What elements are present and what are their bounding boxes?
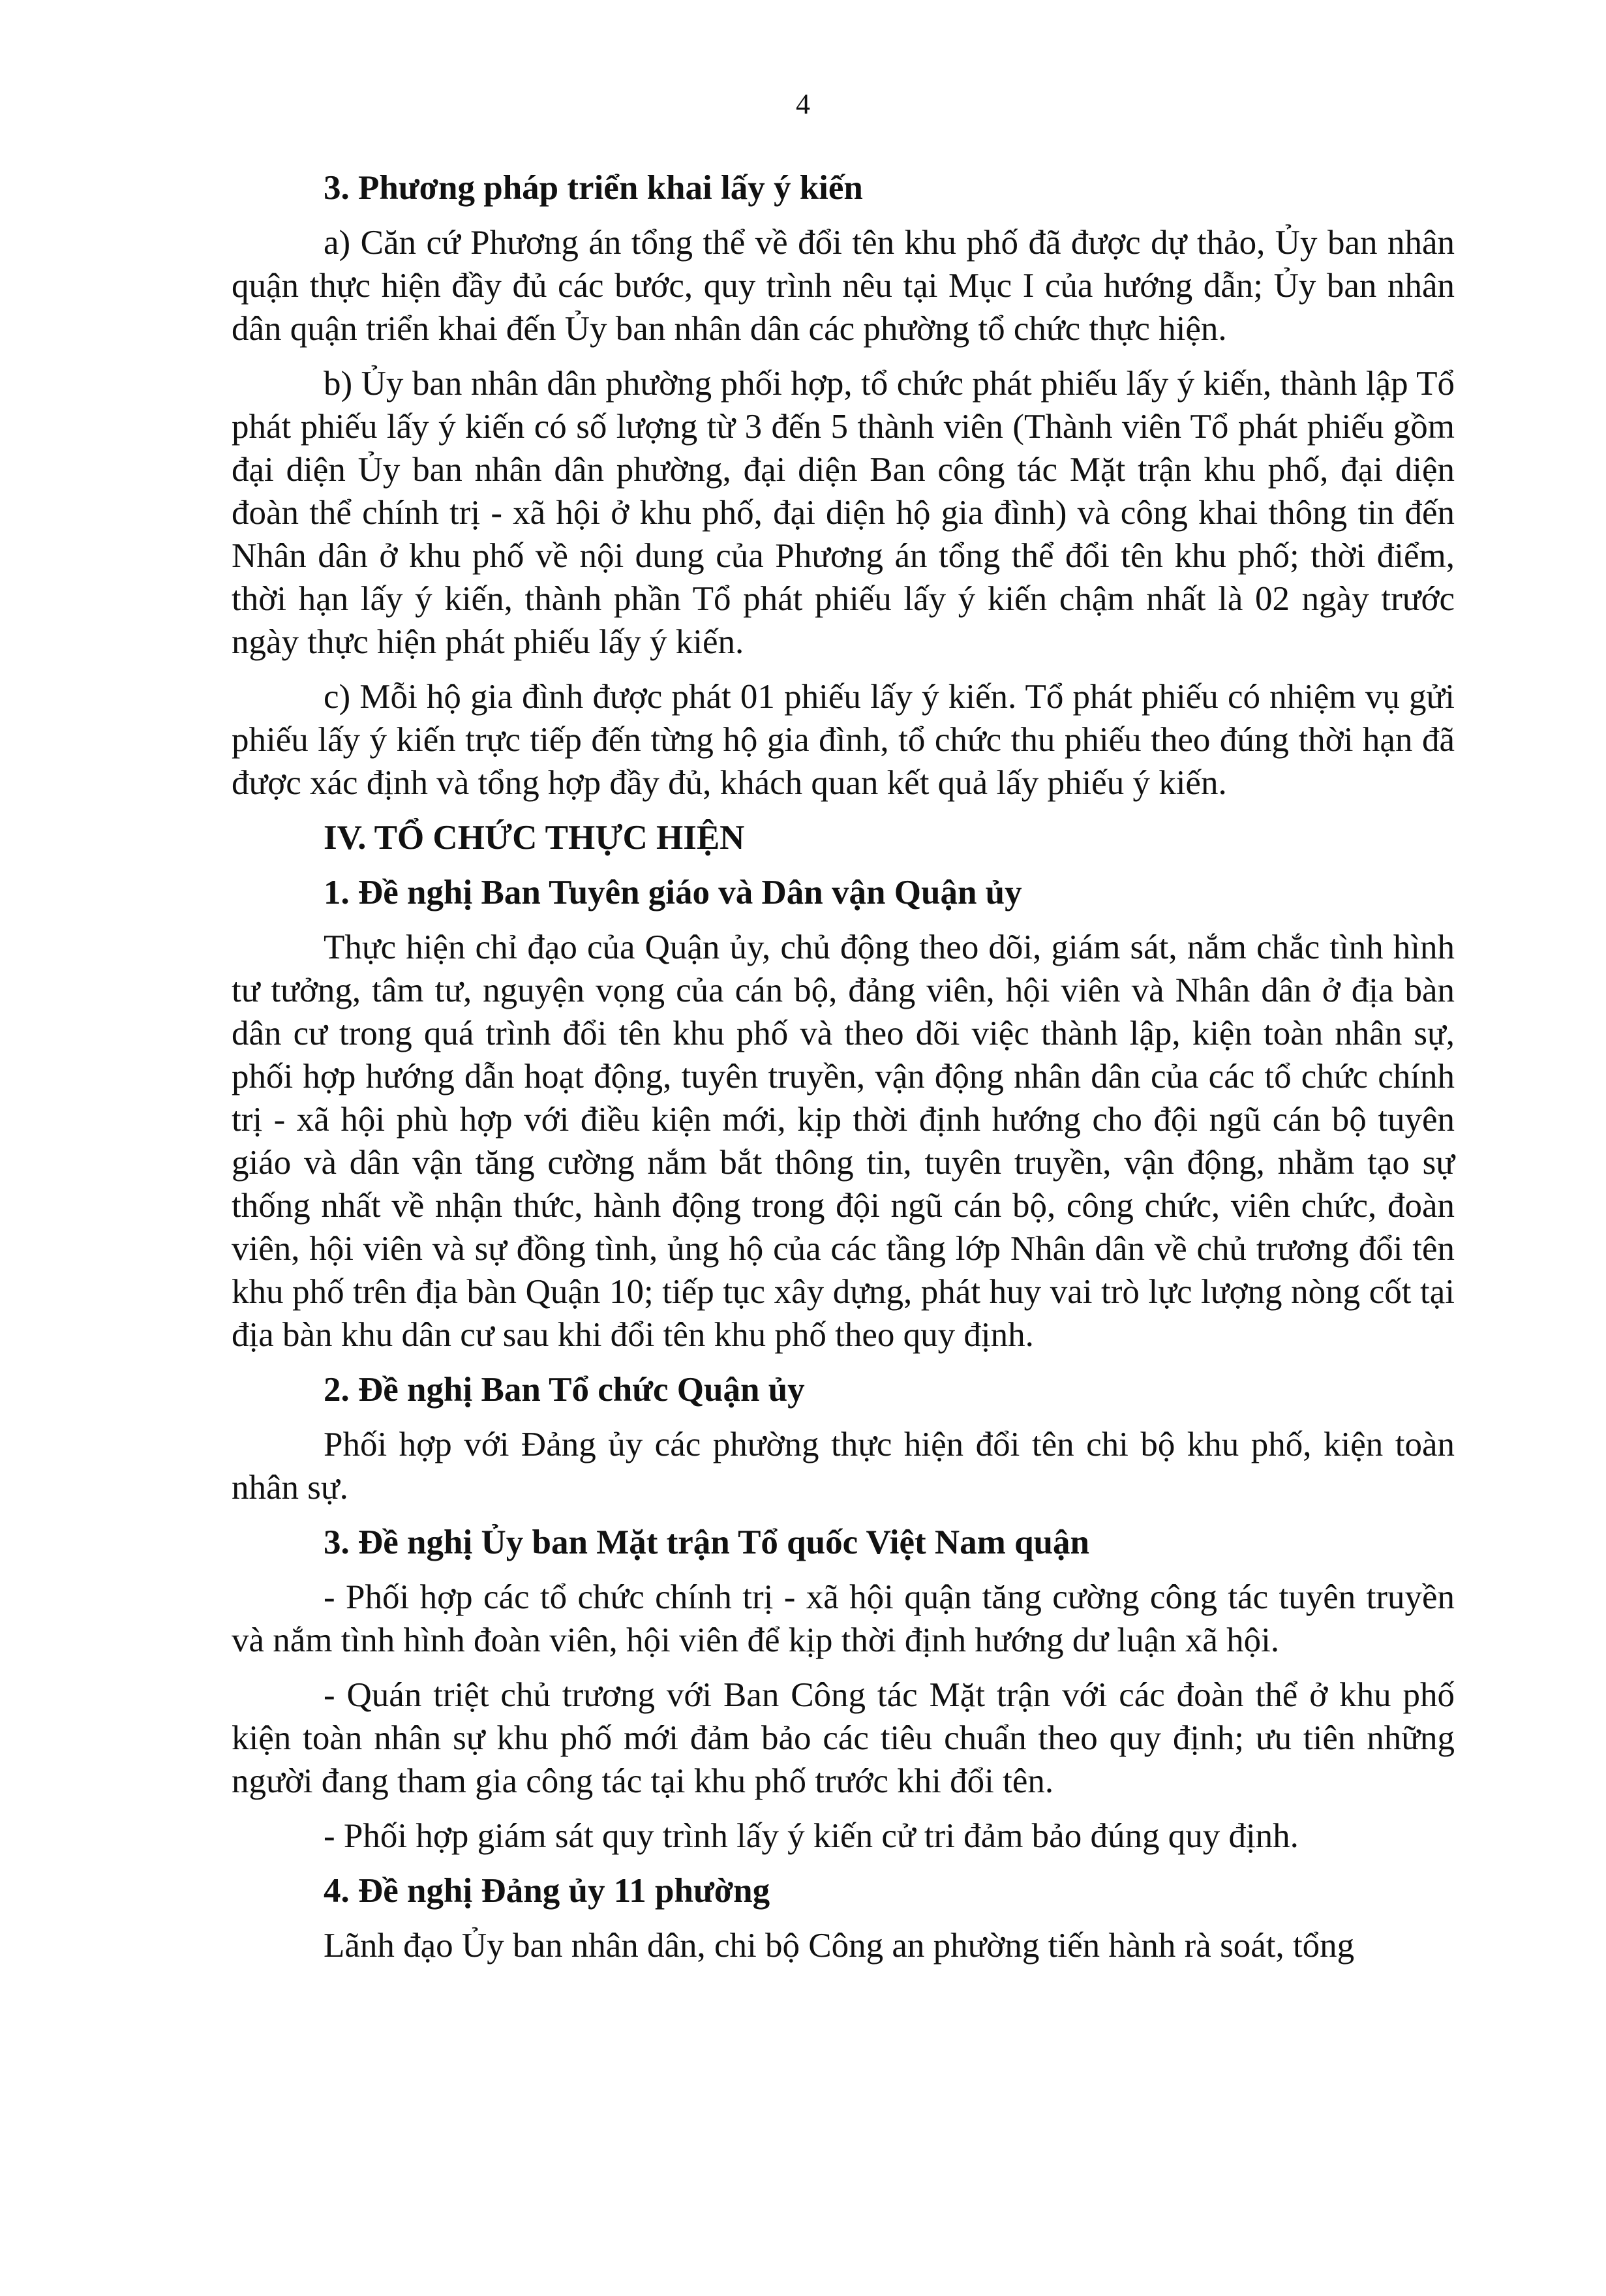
- document-body: [232, 166, 1455, 1967]
- paragraph: - Phối hợp giám sát quy trình lấy ý kiến cử tri đảm bảo đúng quy định.: [324, 1817, 1299, 1855]
- paragraph: - Quán triệt chủ trương với Ban Công tác Mặt trận với các đoàn thể ở khu phố kiện toàn nhân sự khu phố mới đảm bảo các tiêu chuẩn theo quy định; ưu tiên những người đang tham gia công tác tại khu phố trước khi đổi tên.: [232, 1676, 1455, 1800]
- section-heading: 2. Đề nghị Ban Tổ chức Quận ủy: [324, 1371, 805, 1409]
- section-heading: 3. Đề nghị Ủy ban Mặt trận Tổ quốc Việt Nam quận: [324, 1523, 1089, 1561]
- section-heading: 3. Phương pháp triển khai lấy ý kiến: [324, 169, 863, 207]
- paragraph: Thực hiện chỉ đạo của Quận ủy, chủ động theo dõi, giám sát, nắm chắc tình hình tư tưởng, tâm tư, nguyện vọng của cán bộ, đảng viên, hội viên và Nhân dân ở địa bàn dân cư trong quá trình đổi tên khu phố và theo dõi việc thành lập, kiện toàn nhân sự, phối hợp hướng dẫn hoạt động, tuyên truyền, vận động nhân dân của các tổ chức chính trị - xã hội phù hợp với điều kiện mới, kịp thời định hướng cho đội ngũ cán bộ tuyên giáo và dân vận tăng cường nắm bắt thông tin, tuyên truyền, vận động, nhằm tạo sự thống nhất về nhận thức, hành động trong đội ngũ cán bộ, công chức, viên chức, đoàn viên, hội viên và sự đồng tình, ủng hộ của các tầng lớp Nhân dân về chủ trương đổi tên khu phố trên địa bàn Quận 10; tiếp tục xây dựng, phát huy vai trò lực lượng nòng cốt tại địa bàn khu dân cư sau khi đổi tên khu phố theo quy định.: [232, 928, 1455, 1354]
- section-heading: 1. Đề nghị Ban Tuyên giáo và Dân vận Quận ủy: [324, 874, 1022, 911]
- paragraph: - Phối hợp các tổ chức chính trị - xã hội quận tăng cường công tác tuyên truyền và nắm tình hình đoàn viên, hội viên để kịp thời định hướng dư luận xã hội.: [232, 1578, 1455, 1659]
- page-number: 4: [796, 88, 810, 120]
- section-heading: 4. Đề nghị Đảng ủy 11 phường: [324, 1872, 770, 1910]
- paragraph: a) Căn cứ Phương án tổng thể về đổi tên khu phố đã được dự thảo, Ủy ban nhân quận thực hiện đầy đủ các bước, quy trình nêu tại Mục I của hướng dẫn; Ủy ban nhân dân quận triển khai đến Ủy ban nhân dân các phường tổ chức thực hiện.: [232, 224, 1455, 348]
- section-heading: IV. TỔ CHỨC THỰC HIỆN: [324, 819, 745, 857]
- paragraph: Lãnh đạo Ủy ban nhân dân, chi bộ Công an phường tiến hành rà soát, tổng: [324, 1927, 1355, 1965]
- paragraph: Phối hợp với Đảng ủy các phường thực hiện đổi tên chi bộ khu phố, kiện toàn nhân sự.: [232, 1426, 1455, 1507]
- paragraph: c) Mỗi hộ gia đình được phát 01 phiếu lấy ý kiến. Tổ phát phiếu có nhiệm vụ gửi phiếu lấy ý kiến trực tiếp đến từng hộ gia đình, tổ chức thu phiếu theo đúng thời hạn đã được xác định và tổng hợp đầy đủ, khách quan kết quả lấy phiếu ý kiến.: [232, 678, 1455, 802]
- paragraph: b) Ủy ban nhân dân phường phối hợp, tổ chức phát phiếu lấy ý kiến, thành lập Tổ phát phiếu lấy ý kiến có số lượng từ 3 đến 5 thành viên (Thành viên Tổ phát phiếu gồm đại diện Ủy ban nhân dân phường, đại diện Ban công tác Mặt trận khu phố, đại diện đoàn thể chính trị - xã hội ở khu phố, đại diện hộ gia đình) và công khai thông tin đến Nhân dân ở khu phố về nội dung của Phương án tổng thể đổi tên khu phố; thời điểm, thời hạn lấy ý kiến, thành phần Tổ phát phiếu lấy ý kiến chậm nhất là 02 ngày trước ngày thực hiện phát phiếu lấy ý kiến.: [232, 365, 1455, 661]
